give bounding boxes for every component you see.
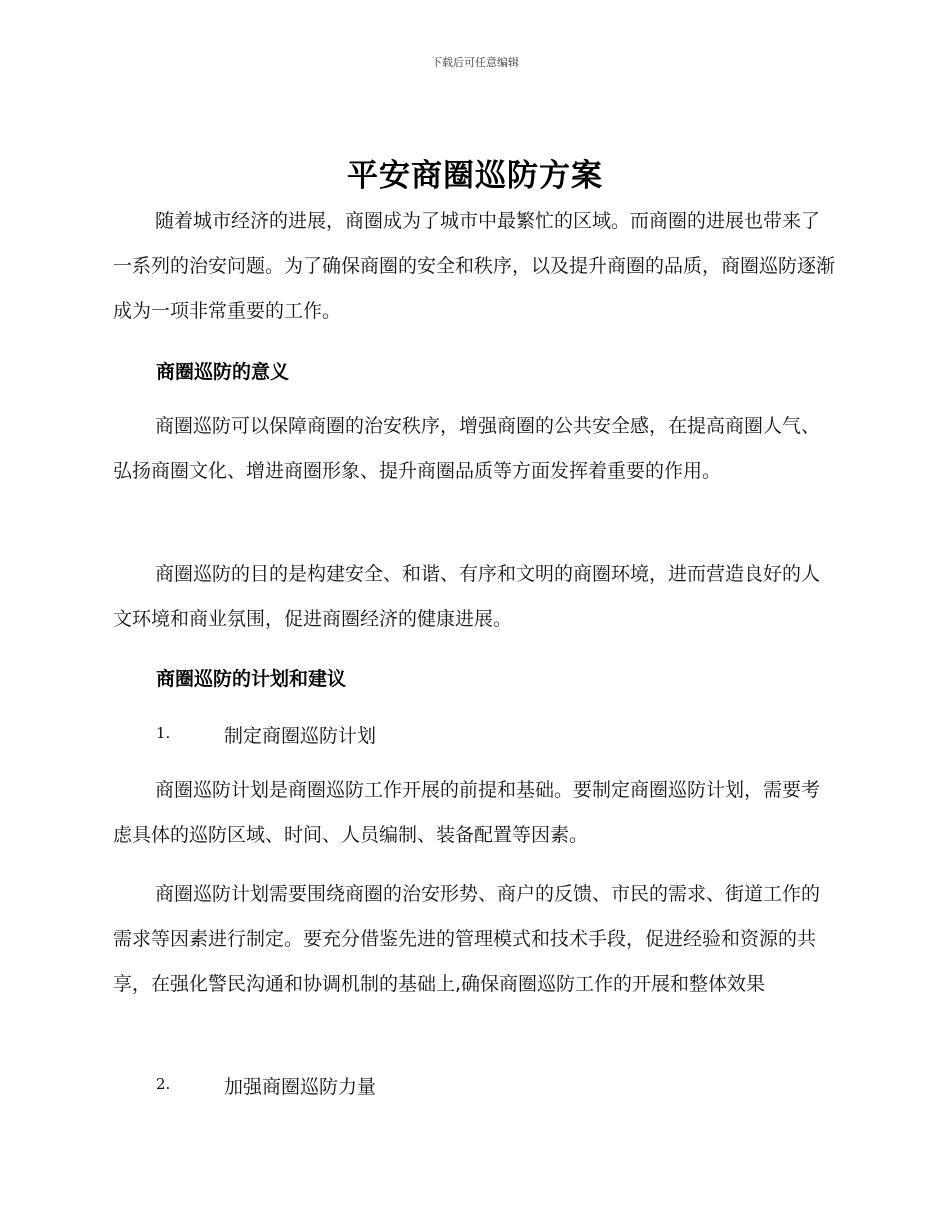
intro-paragraph: 随着城市经济的进展，商圈成为了城市中最繁忙的区域。而商圈的进展也带来了一系列的治安问题。为了确保商圈的安全和秩序，以及提升商圈的品质，商圈巡防逐渐成为一项非常重要的工作。 [113, 210, 836, 322]
section-heading-plan: 商圈巡防的计划和建议 [156, 668, 347, 690]
section-heading-significance: 商圈巡防的意义 [156, 361, 290, 383]
item-number: 2. [156, 1075, 171, 1093]
significance-paragraph-2: 商圈巡防的目的是构建安全、和谐、有序和文明的商圈环境，进而营造良好的人文环境和商业氛围，促进商圈经济的健康进展。 [113, 563, 821, 630]
document-title: 平安商圈巡防方案 [347, 158, 603, 194]
plan-paragraph-2: 商圈巡防计划需要围绕商圈的治安形势、商户的反馈、市民的需求、街道工作的需求等因素进行制定。要充分借鉴先进的管理模式和技术手段，促进经验和资源的共享，在强化警民沟通和协调机制的基础上,确保商圈巡防工作的开展和整体效果 [113, 883, 821, 995]
item-title: 制定商圈巡防计划 [224, 725, 377, 747]
plan-paragraph-1: 商圈巡防计划是商圈巡防工作开展的前提和基础。要制定商圈巡防计划，需要考虑具体的巡防区域、时间、人员编制、装备配置等因素。 [113, 779, 821, 846]
significance-paragraph-1: 商圈巡防可以保障商圈的治安秩序，增强商圈的公共安全感，在提高商圈人气、弘扬商圈文化、增进商圈形象、提升商圈品质等方面发挥着重要的作用。 [113, 415, 821, 482]
item-title: 加强商圈巡防力量 [224, 1076, 377, 1098]
header-note: 下载后可任意编辑 [431, 56, 519, 69]
item-number: 1. [156, 724, 171, 742]
